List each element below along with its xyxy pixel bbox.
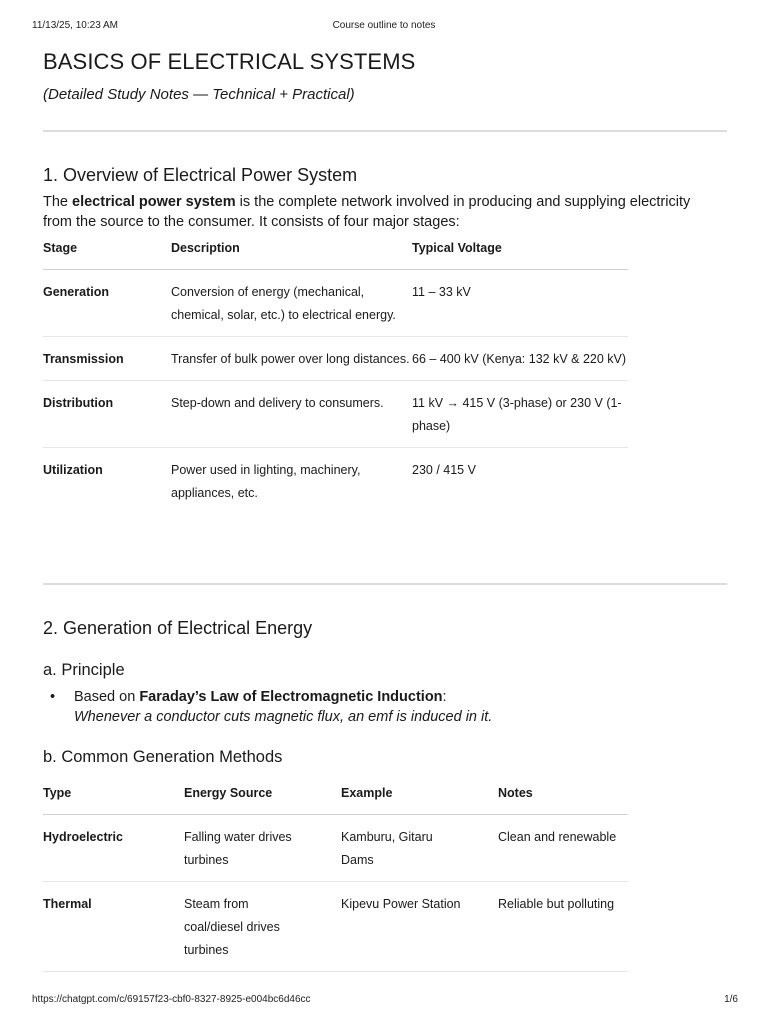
- bullet-icon: •: [50, 689, 56, 705]
- print-datetime: 11/13/25, 10:23 AM: [32, 20, 118, 31]
- table-header-row: [43, 779, 628, 815]
- section-1-heading: 1. Overview of Electrical Power System: [43, 165, 358, 185]
- generation-methods-table: [43, 779, 628, 972]
- voltage-cell: 66 – 400 kV (Kenya: 132 kV & 220 kV): [412, 337, 628, 381]
- stage-cell: Utilization: [43, 463, 103, 477]
- section-divider: [43, 130, 727, 132]
- intro-bold-term: electrical power system: [72, 194, 236, 210]
- principle-list: [43, 687, 723, 727]
- stage-cell: Transmission: [43, 337, 171, 381]
- column-header: Notes: [498, 779, 628, 815]
- table-row: [43, 270, 628, 337]
- column-header: Stage: [43, 234, 171, 270]
- stage-cell: Distribution: [43, 381, 171, 448]
- power-system-stages-table: [43, 234, 628, 514]
- description-cell: Transfer of bulk power over long distances.: [171, 337, 412, 381]
- table-row: [43, 815, 628, 882]
- example-cell: Kamburu, Gitaru Dams: [341, 815, 498, 882]
- law-statement: Whenever a conductor cuts magnetic flux, an emf is induced in it.: [74, 709, 493, 725]
- stage-cell: Generation: [43, 270, 171, 337]
- column-header: Energy Source: [184, 779, 341, 815]
- type-cell: Thermal: [43, 882, 184, 972]
- description-cell: Step-down and delivery to consumers.: [171, 381, 412, 448]
- notes-cell: Clean and renewable: [498, 815, 628, 882]
- print-header: [0, 20, 768, 34]
- section-1-intro: The electrical power system is the complete network involved in producing and supplying electricity from the source to the consumer. It consists of four major stages:: [43, 194, 691, 230]
- voltage-cell: 230 / 415 V: [412, 463, 476, 477]
- print-footer: [0, 994, 768, 1008]
- document-title: BASICS OF ELECTRICAL SYSTEMS: [43, 49, 416, 74]
- list-item: • Based on Faraday’s Law of Electromagnetic Induction: Whenever a conductor cuts magnetic flux, an emf is induced in it.: [50, 689, 493, 725]
- print-url: https://chatgpt.com/c/69157f23-cbf0-8327-8925-e004bc6d46cc: [32, 994, 311, 1005]
- principle-heading: a. Principle: [43, 661, 125, 679]
- table-row: [43, 882, 628, 972]
- voltage-cell: 11 – 33 kV: [412, 270, 628, 337]
- column-header: Typical Voltage: [412, 234, 628, 270]
- methods-heading: b. Common Generation Methods: [43, 748, 283, 766]
- column-header: Example: [341, 779, 498, 815]
- section-divider: [43, 583, 727, 585]
- table-row: [43, 448, 628, 515]
- column-header: Type: [43, 779, 184, 815]
- notes-cell: Reliable but polluting: [498, 882, 628, 972]
- law-name: Faraday’s Law of Electromagnetic Induction: [139, 689, 443, 705]
- description-cell: Power used in lighting, machinery, appliances, etc.: [171, 463, 361, 500]
- document-subtitle: (Detailed Study Notes — Technical + Practical): [43, 86, 355, 103]
- table-header-row: [43, 234, 628, 270]
- voltage-cell: 11 kV → 415 V (3-phase) or 230 V (1-phase): [412, 381, 628, 448]
- type-cell: Hydroelectric: [43, 815, 184, 882]
- energy-source-cell: Steam from coal/diesel drives turbines: [184, 882, 341, 972]
- energy-source-cell: Falling water drives turbines: [184, 815, 341, 882]
- description-cell: Conversion of energy (mechanical, chemical, solar, etc.) to electrical energy.: [171, 270, 412, 337]
- print-title: Course outline to notes: [332, 20, 436, 31]
- section-2-heading: 2. Generation of Electrical Energy: [43, 618, 313, 638]
- page-number: 1/6: [724, 994, 738, 1005]
- table-row: [43, 381, 628, 448]
- table-row: [43, 337, 628, 381]
- example-cell: Kipevu Power Station: [341, 882, 498, 972]
- column-header: Description: [171, 234, 412, 270]
